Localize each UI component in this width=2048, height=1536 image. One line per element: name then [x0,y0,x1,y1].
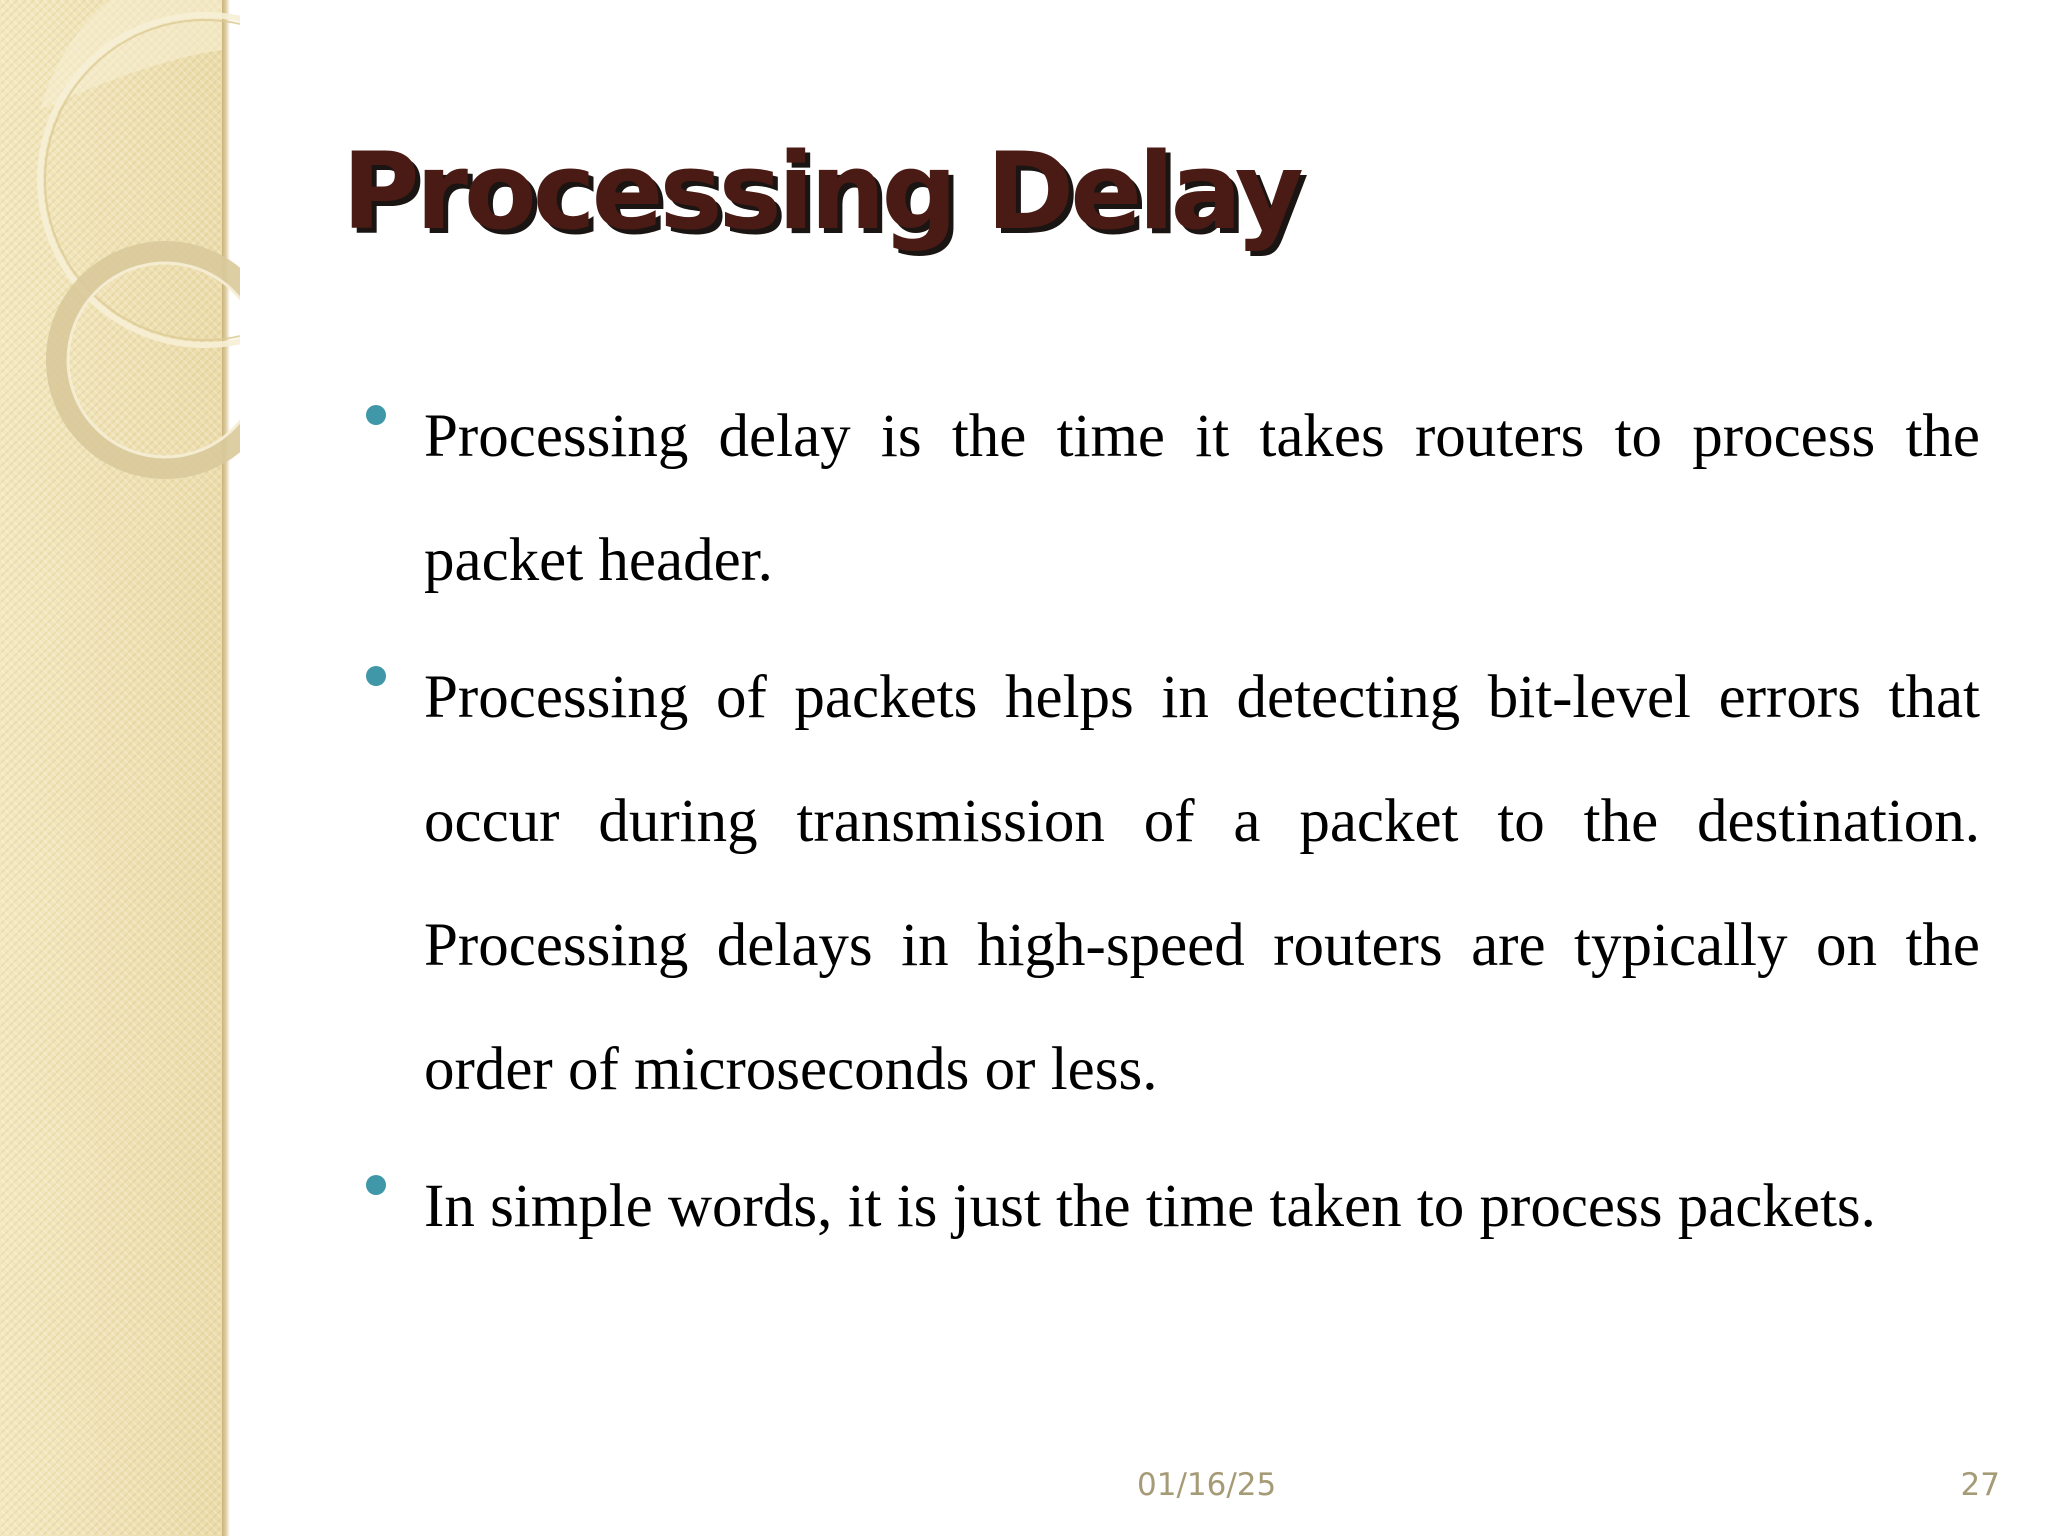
bullet-dot-icon [366,1175,386,1195]
bullet-item [360,636,1980,1132]
slide-number: 27 [1960,1467,2000,1503]
bullet-item [360,1145,1980,1269]
decorative-sidebar [0,0,222,1536]
sidebar-divider [222,0,230,1536]
bullet-dot-icon [366,405,386,425]
footer-date: 01/16/25 [1137,1467,1277,1503]
bullet-text: Processing of packets helps in detecting bit-level errors that occur during transmission of a packet to the destination. Processing delays in high-speed routers are typically on the order of microseconds or less. [424,664,1980,1103]
bullet-list [360,375,1980,1282]
bullet-item [360,375,1980,623]
bullet-text: Processing delay is the time it takes routers to process the packet header. [424,403,1980,594]
bullet-dot-icon [366,666,386,686]
bullet-text: In simple words, it is just the time taken to process packets. [424,1173,1876,1240]
slide-title: Processing Delay [342,130,1300,253]
